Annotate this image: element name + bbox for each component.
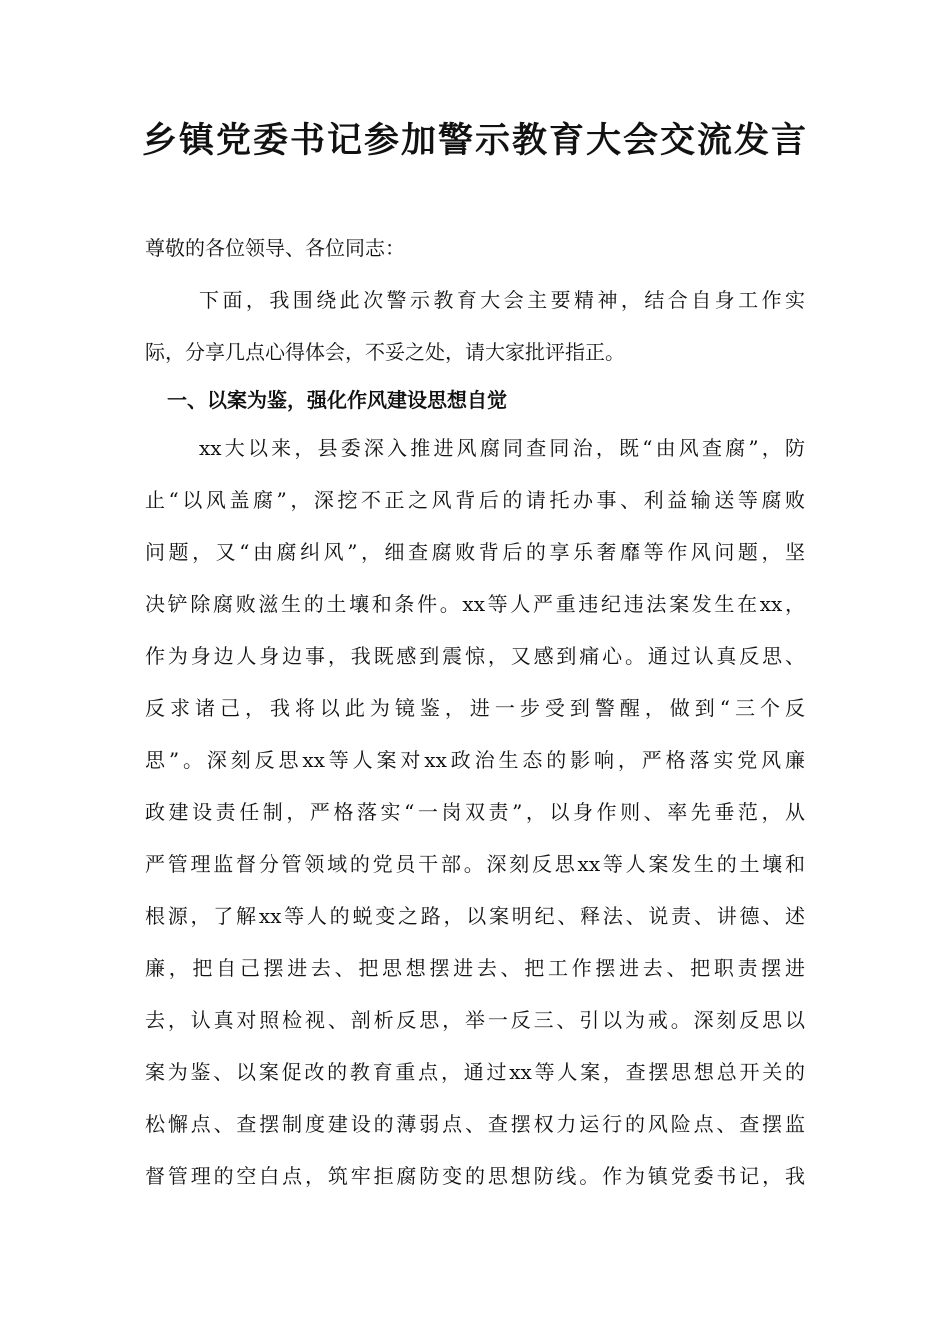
paragraph-line: 督管理的空白点，筑牢拒腐防变的思想防线。作为镇党委书记，我 bbox=[145, 1164, 805, 1188]
paragraph-line: xx大以来，县委深入推进风腐同查同治，既“由风查腐”，防 bbox=[199, 436, 805, 460]
paragraph-line: 严管理监督分管领域的党员干部。深刻反思xx等人案发生的土壤和 bbox=[145, 852, 805, 876]
section-heading: 一、以案为鉴，强化作风建设思想自觉 bbox=[167, 388, 507, 412]
document-title: 乡镇党委书记参加警示教育大会交流发言 bbox=[141, 120, 808, 161]
intro-line: 下面，我围绕此次警示教育大会主要精神，结合自身工作实 bbox=[199, 288, 805, 312]
paragraph-line: 决铲除腐败滋生的土壤和条件。xx等人严重违纪违法案发生在xx， bbox=[145, 592, 805, 616]
paragraph-line: 止“以风盖腐”，深挖不正之风背后的请托办事、利益输送等腐败 bbox=[145, 488, 805, 512]
intro-line: 际，分享几点心得体会，不妥之处，请大家批评指正。 bbox=[145, 340, 625, 364]
paragraph-line: 案为鉴、以案促改的教育重点，通过xx等人案，查摆思想总开关的 bbox=[145, 1060, 805, 1084]
paragraph-line: 去，认真对照检视、剖析反思，举一反三、引以为戒。深刻反思以 bbox=[145, 1008, 805, 1032]
paragraph-line: 反求诸己，我将以此为镜鉴，进一步受到警醒，做到“三个反 bbox=[145, 696, 805, 720]
paragraph-line: 廉，把自己摆进去、把思想摆进去、把工作摆进去、把职责摆进 bbox=[145, 956, 805, 980]
paragraph-line: 松懈点、查摆制度建设的薄弱点、查摆权力运行的风险点、查摆监 bbox=[145, 1112, 805, 1136]
paragraph-line: 根源，了解xx等人的蜕变之路，以案明纪、释法、说责、讲德、述 bbox=[145, 904, 805, 928]
paragraph-line: 问题，又“由腐纠风”，细查腐败背后的享乐奢靡等作风问题，坚 bbox=[145, 540, 805, 564]
paragraph-line: 思”。深刻反思xx等人案对xx政治生态的影响，严格落实党风廉 bbox=[145, 748, 805, 772]
paragraph-line: 作为身边人身边事，我既感到震惊，又感到痛心。通过认真反思、 bbox=[145, 644, 805, 668]
paragraph-line: 政建设责任制，严格落实“一岗双责”，以身作则、率先垂范，从 bbox=[145, 800, 805, 824]
document-body bbox=[145, 222, 805, 1202]
greeting: 尊敬的各位领导、各位同志： bbox=[145, 236, 405, 260]
